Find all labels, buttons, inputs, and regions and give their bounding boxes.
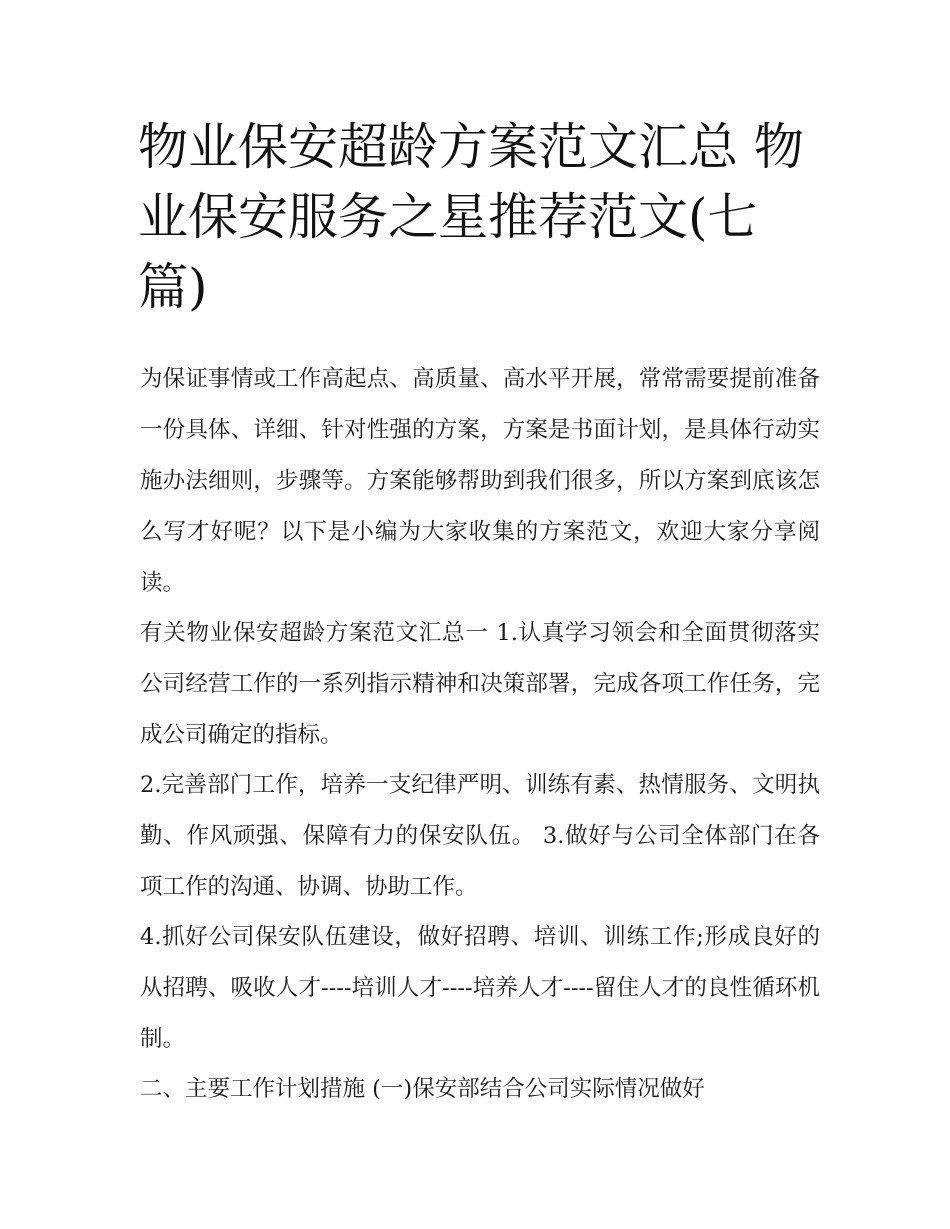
- paragraph-intro: 为保证事情或工作高起点、高质量、高水平开展，常常需要提前准备一份具体、详细、针对性强的方案，方案是书面计划，是具体行动实施办法细则，步骤等。方案能够帮助到我们很多，所以方案到底该怎么写才好呢？以下是小编为大家收集的方案范文，欢迎大家分享阅读。: [140, 366, 820, 596]
- paragraph-item-1: 有关物业保安超龄方案范文汇总一 1.认真学习领会和全面贯彻落实公司经营工作的一系列指示精神和决策部署，完成各项工作任务，完成公司确定的指标。: [140, 620, 820, 748]
- paragraph-item-4: 4.抓好公司保安队伍建设，做好招聘、培训、训练工作;形成良好的从招聘、吸收人才----培训人才----培养人才----留住人才的良性循环机制。: [140, 924, 820, 1052]
- paragraph-item-2-3: 2.完善部门工作，培养一支纪律严明、训练有素、热情服务、文明执勤、作风顽强、保障有力的保安队伍。 3.做好与公司全体部门在各项工作的沟通、协调、协助工作。: [140, 772, 820, 900]
- document-title: 物业保安超龄方案范文汇总 物业保安服务之星推荐范文(七篇): [138, 118, 804, 316]
- paragraph-section-2: 二、主要工作计划措施 (一)保安部结合公司实际情况做好: [140, 1076, 705, 1102]
